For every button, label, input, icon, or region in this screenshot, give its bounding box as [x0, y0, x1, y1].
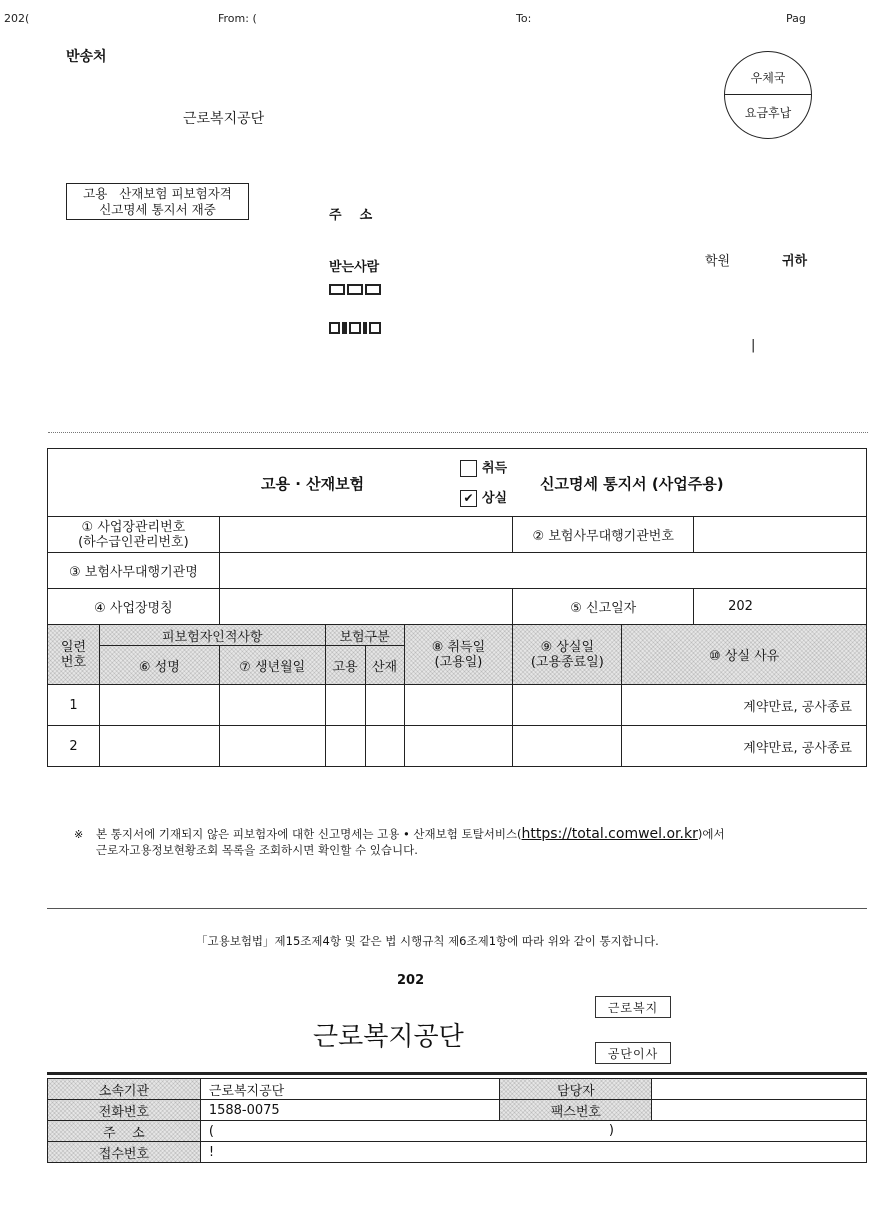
phone-label: 전화번호	[48, 1100, 201, 1121]
sender-name: 근로복지공단	[183, 111, 265, 127]
seal-bottom: 공단이사	[595, 1042, 671, 1064]
notice-line1-end: )에서	[697, 827, 725, 841]
fax-value	[652, 1100, 867, 1121]
issuer-name: 근로복지공단	[313, 1022, 464, 1052]
col-ind: 산재	[365, 646, 404, 685]
address-label: 주 소	[329, 208, 373, 223]
field-3-label: ③ 보험사무대행기관명	[48, 553, 220, 589]
manager-value	[652, 1079, 867, 1100]
field-4-label: ④ 사업장명칭	[48, 589, 220, 625]
row-no: 1	[48, 685, 100, 726]
receipt-value: !	[200, 1142, 866, 1163]
enclosure-line1: 고용 산재보험 피보험자격	[83, 186, 232, 201]
receipt-label: 접수번호	[48, 1142, 201, 1163]
notice-link[interactable]: https://total.comwel.or.kr	[521, 826, 698, 842]
field-5-label: ⑤ 신고일자	[513, 589, 694, 625]
notice-line1: 본 통지서에 기재되지 않은 피보험자에 대한 신고명세는 고용 • 산재보험 토탈서비스(	[96, 827, 522, 841]
loss-checkbox: ✔	[460, 490, 477, 507]
col-loss-1: ⑨ 상실일	[540, 639, 595, 655]
phone-value: 1588-0075	[200, 1100, 500, 1121]
stray-mark: |	[751, 338, 756, 353]
field-1-line2: (하수급인관리번호)	[78, 534, 189, 550]
return-label: 반송처	[66, 49, 107, 65]
col-birth: ⑦ 생년월일	[219, 646, 325, 685]
notice-mark: ※	[74, 828, 84, 841]
col-person: 피보험자인적사항	[99, 625, 325, 646]
addr-value	[200, 1121, 866, 1142]
col-insurance: 보험구분	[325, 625, 404, 646]
col-acquire-date	[404, 625, 513, 685]
col-loss-2: (고용종료일)	[530, 654, 604, 670]
contact-table	[47, 1078, 867, 1163]
addr-close: )	[608, 1123, 614, 1138]
loss-label: 상실	[482, 491, 508, 506]
recipient-label: 받는사람	[329, 260, 380, 275]
field-2-label: ② 보험사무대행기관번호	[513, 517, 694, 553]
addr-label: 주 소	[48, 1121, 201, 1142]
enclosure-line2: 신고명세 통지서 재중	[99, 202, 216, 217]
col-serial-1: 일련	[60, 639, 87, 655]
issue-date: 202	[397, 973, 425, 988]
table-row	[48, 726, 867, 767]
report-date: 202	[694, 589, 867, 625]
title-right: 신고명세 통지서 (사업주용)	[540, 475, 724, 493]
col-serial-2: 번호	[60, 654, 87, 670]
cut-line	[48, 432, 868, 433]
notice-table	[47, 448, 867, 767]
postage-top: 우체국	[750, 71, 786, 85]
form-title	[48, 449, 867, 517]
footer-rule	[47, 1072, 867, 1075]
field-3-value	[219, 553, 866, 589]
table-row	[48, 685, 867, 726]
fax-date: 202(	[4, 12, 30, 25]
row-no: 2	[48, 726, 100, 767]
col-serial	[48, 625, 100, 685]
col-name: ⑥ 성명	[99, 646, 219, 685]
postage-bottom: 요금후납	[744, 106, 792, 120]
notice-text	[96, 826, 725, 858]
field-1-line1: ① 사업장관리번호	[81, 519, 186, 535]
option-acquire	[460, 457, 507, 477]
row-reason: 계약만료, 공사종료	[622, 726, 867, 767]
divider	[47, 908, 867, 909]
field-2-value	[694, 517, 867, 553]
field-1-value	[219, 517, 513, 553]
option-loss	[460, 487, 507, 507]
fax-from: From: (	[218, 12, 257, 25]
fax-to: To:	[516, 12, 532, 25]
postage-mark	[724, 51, 812, 139]
field-4-value	[219, 589, 513, 625]
barcode-mark	[329, 322, 381, 334]
acquire-checkbox	[460, 460, 477, 477]
recipient-honorific: 귀하	[782, 254, 808, 269]
acquire-label: 취득	[482, 461, 508, 476]
enclosure-box	[66, 183, 249, 220]
col-acquire-2: (고용일)	[434, 654, 483, 670]
col-reason: ⑩ 상실 사유	[622, 625, 867, 685]
seal-top: 근로복지	[595, 996, 671, 1018]
fax-page: Pag	[786, 12, 806, 25]
org-label: 소속기관	[48, 1079, 201, 1100]
manager-label: 담당자	[500, 1079, 652, 1100]
field-1-label	[48, 517, 220, 553]
org-value: 근로복지공단	[200, 1079, 500, 1100]
fax-label: 팩스번호	[500, 1100, 652, 1121]
col-acquire-1: ⑧ 취득일	[431, 639, 486, 655]
notice-line2: 근로자고용정보현황조회 목록을 조회하시면 확인할 수 있습니다.	[96, 843, 418, 857]
title-left: 고용 · 산재보험	[261, 475, 365, 493]
legal-basis: 「고용보험법」제15조제4항 및 같은 법 시행규칙 제6조제1항에 따라 위와 같이 통지합니다.	[196, 934, 659, 948]
addr-open: (	[208, 1123, 214, 1139]
recipient-name: 학원	[705, 254, 731, 269]
col-loss-date	[513, 625, 622, 685]
postal-code-boxes	[329, 284, 381, 295]
row-reason: 계약만료, 공사종료	[622, 685, 867, 726]
col-emp: 고용	[325, 646, 365, 685]
